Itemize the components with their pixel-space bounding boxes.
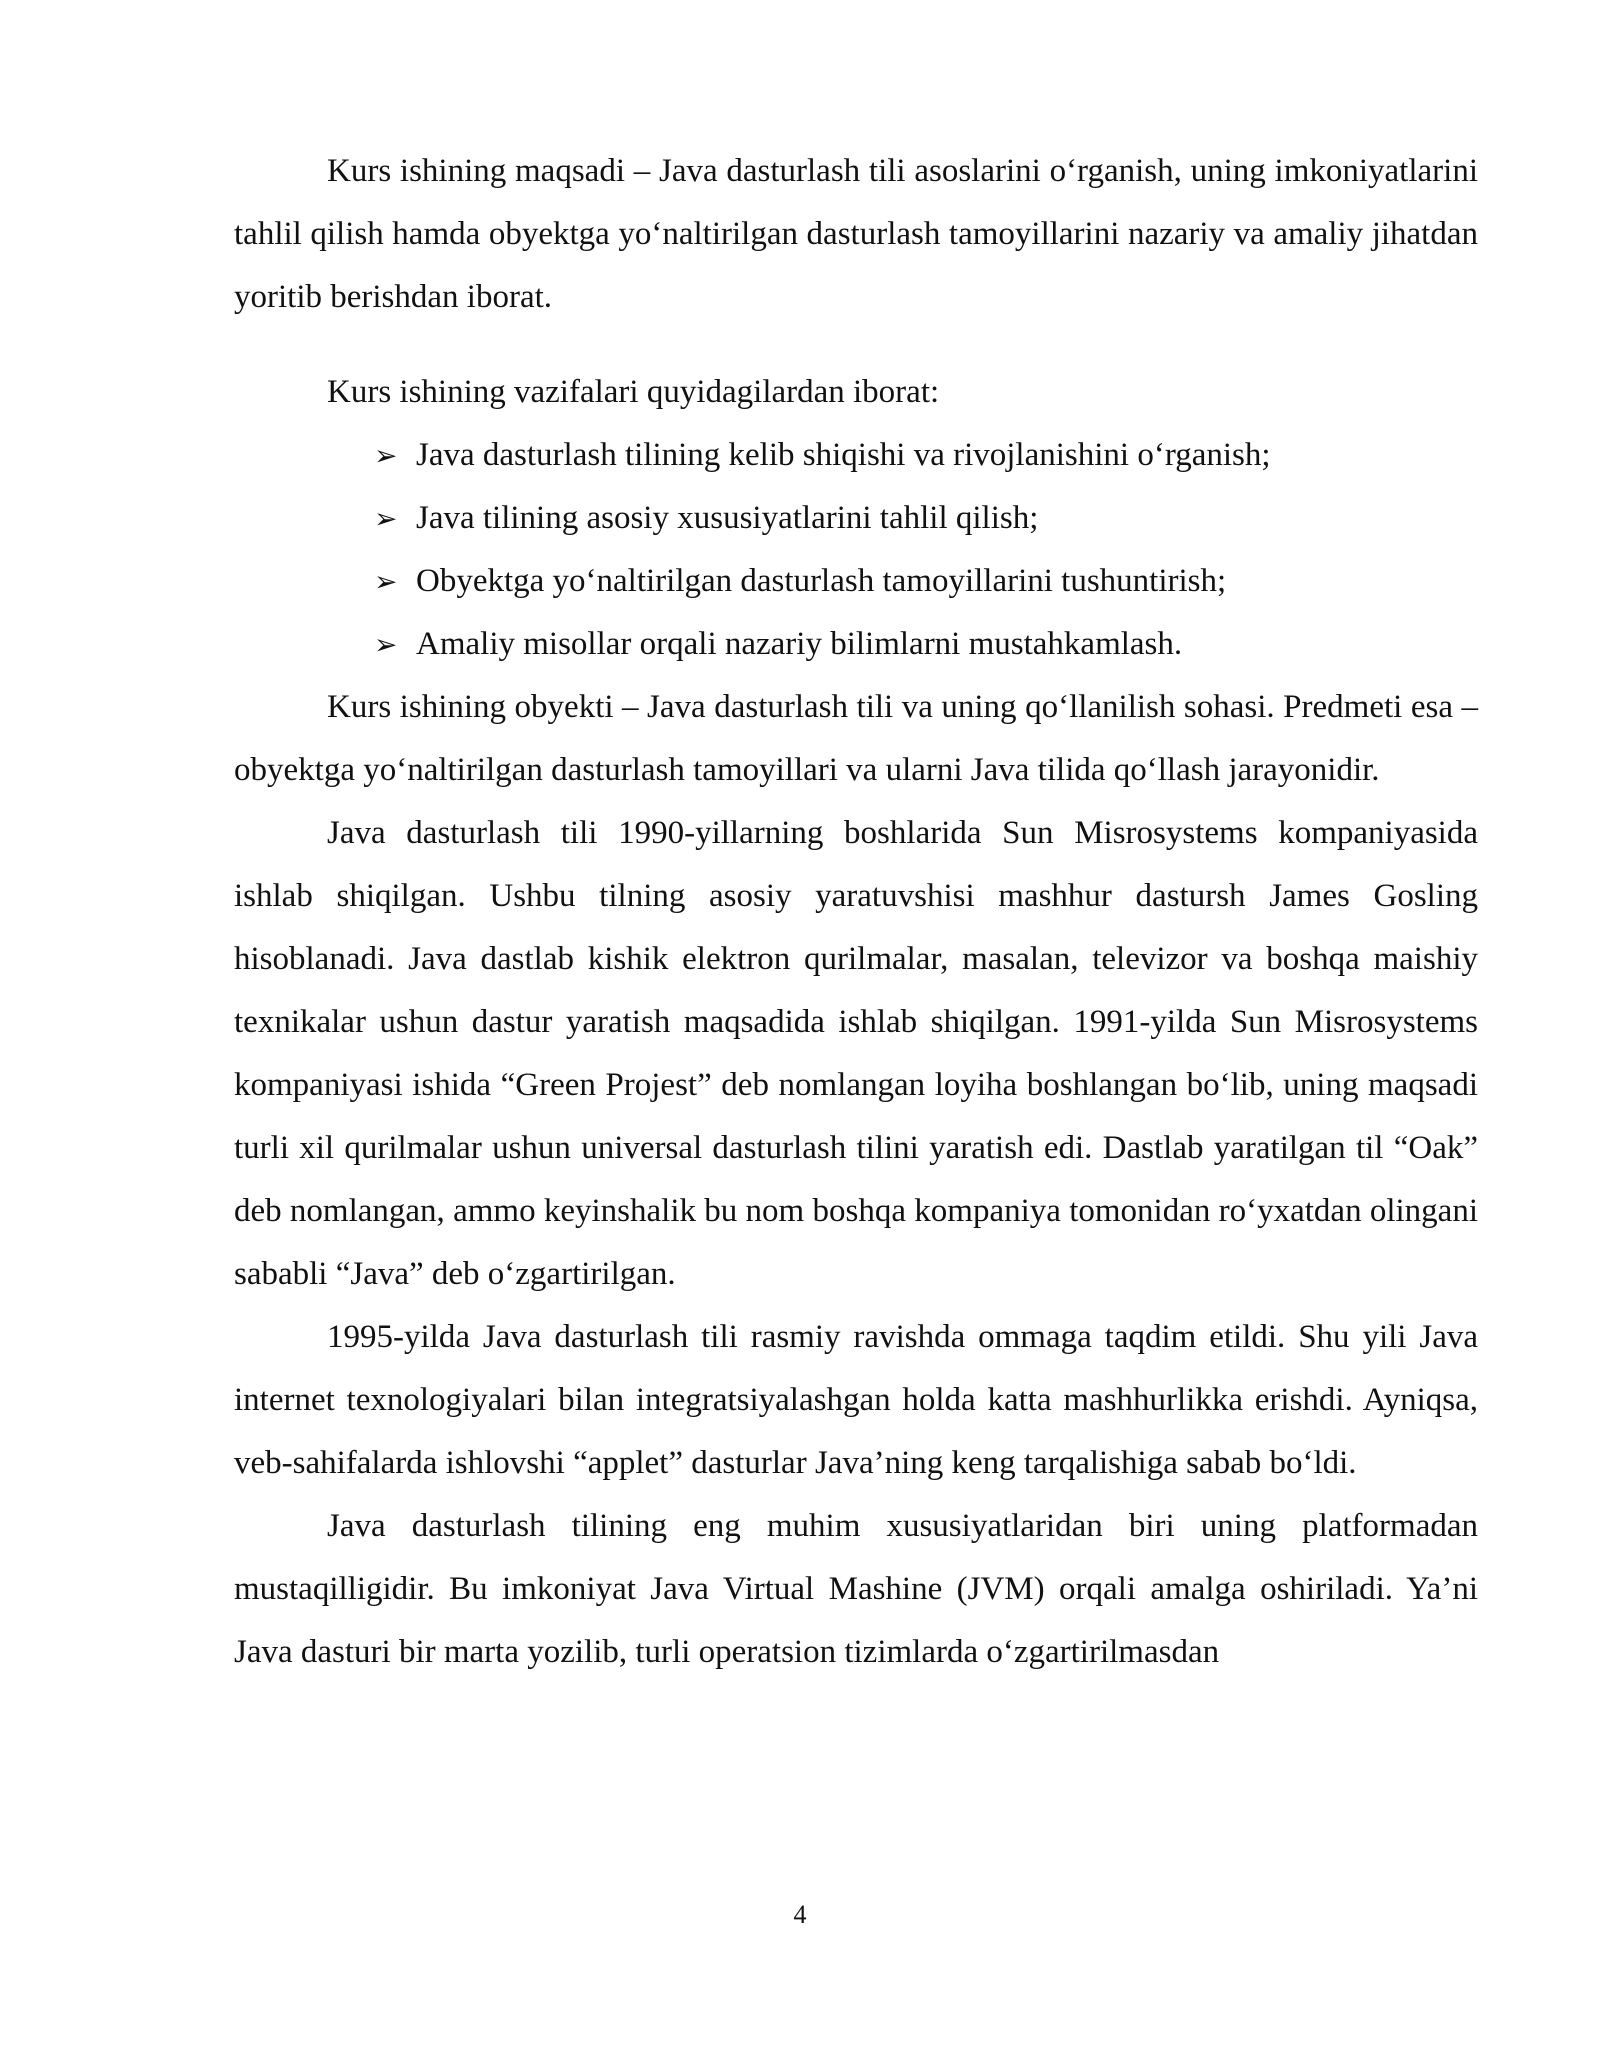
arrowhead-bullet-icon: ➢ — [374, 565, 398, 598]
list-item-text: Obyektga yo‘naltirilgan dasturlash tamoyillarini tushuntirish; — [416, 563, 1227, 599]
arrowhead-bullet-icon: ➢ — [374, 502, 398, 535]
arrowhead-bullet-icon: ➢ — [374, 439, 398, 472]
page-number: 4 — [793, 1900, 807, 1929]
paragraph-java-1995: 1995-yilda Java dasturlash tili rasmiy ravishda ommaga taqdim etildi. Shu yili Java internet texnologiyalari bilan integratsiyalashgan holda katta mashhurlikka erishdi. Ayniqsa, veb-sahifalarda ishlovshi “applet” dasturlar Java’ning keng tarqalishiga sabab bo‘ldi. — [234, 1319, 1478, 1481]
paragraph-purpose: Kurs ishining maqsadi – Java dasturlash tili asoslarini o‘rganish, uning imkoniyatlarini tahlil qilish hamda obyektga yo‘naltirilgan dasturlash tamoyillarini nazariy va amaliy jihatdan yoritib berishdan iborat. — [234, 153, 1478, 315]
list-item-text: Java dasturlash tilining kelib shiqishi va rivojlanishini o‘rganish; — [416, 437, 1271, 473]
paragraph-object-subject: Kurs ishining obyekti – Java dasturlash tili va uning qo‘llanilish sohasi. Predmeti esa – obyektga yo‘naltirilgan dasturlash tamoyillari va ularni Java tilida qo‘llash jarayonidir. — [234, 689, 1478, 788]
paragraph-java-history: Java dasturlash tili 1990-yillarning boshlarida Sun Misrosystems kompaniyasida ishlab shiqilgan. Ushbu tilning asosiy yaratuvshisi mashhur dastursh James Gosling hisoblanadi. Java dastlab kishik elektron qurilmalar, masalan, televizor va boshqa maishiy texnikalar ushun dastur yaratish maqsadida ishlab shiqilgan. 1991-yilda Sun Misrosystems kompaniyasi ishida “Green Projest” deb nomlangan loyiha boshlangan bo‘lib, uning maqsadi turli xil qurilmalar ushun universal dasturlash tilini yaratish edi. Dastlab yaratilgan til “Oak” deb nomlangan, ammo keyinshalik bu nom boshqa kompaniya tomonidan ro‘yxatdan olingani sababli “Java” deb o‘zgartirilgan. — [234, 815, 1478, 1292]
list-item-text: Amaliy misollar orqali nazariy bilimlarni mustahkamlash. — [416, 626, 1183, 662]
tasks-intro: Kurs ishining vazifalari quyidagilardan iborat: — [327, 374, 940, 410]
list-item — [374, 424, 1478, 487]
tasks-list — [234, 424, 1478, 676]
list-item-text: Java tilining asosiy xususiyatlarini tahlil qilish; — [416, 500, 1039, 536]
arrowhead-bullet-icon: ➢ — [374, 628, 398, 661]
page-body — [234, 140, 1478, 1684]
list-item — [374, 550, 1478, 613]
list-item — [374, 487, 1478, 550]
list-item — [374, 613, 1478, 676]
paragraph-platform-independence: Java dasturlash tilining eng muhim xususiyatlaridan biri uning platformadan mustaqilligidir. Bu imkoniyat Java Virtual Mashine (JVM) orqali amalga oshiriladi. Ya’ni Java dasturi bir marta yozilib, turli operatsion tizimlarda o‘zgartirilmasdan — [234, 1508, 1478, 1670]
